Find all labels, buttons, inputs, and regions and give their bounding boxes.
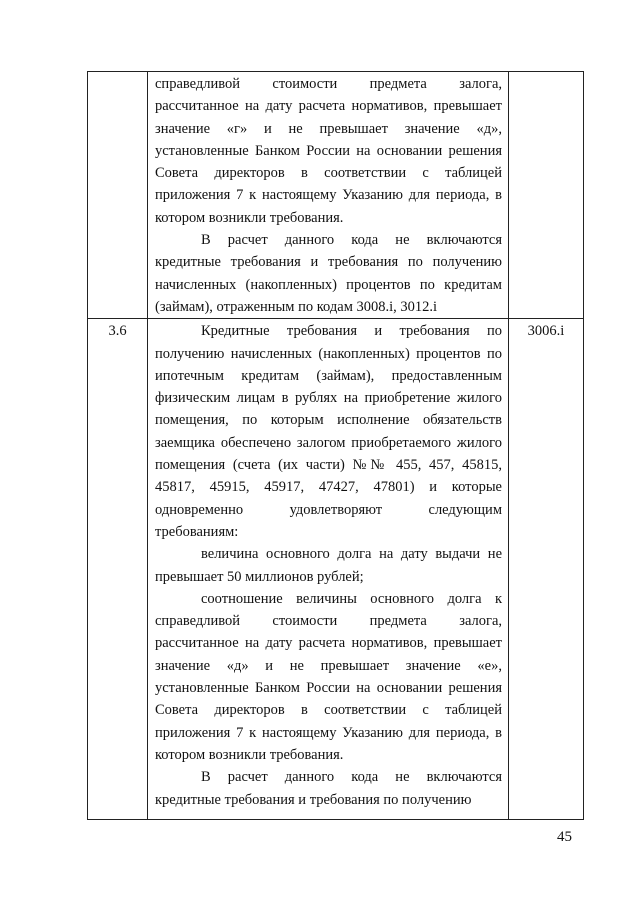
code-cell: 3006.i: [509, 319, 584, 820]
code-table: [87, 71, 584, 820]
paragraph: Кредитные требования и требования по получению начисленных (накопленных) процентов по ипотечным кредитам (займам), предоставленным физическим лицам в рублях на приобретение жилого помещения, по которым исполнение обязательств заемщика обеспечено залогом приобретаемого жилого помещения (счета (их части) №№ 455, 457, 45815, 45817, 45915, 45917, 47427, 47801) и которые одновременно удовлетворяют следующим требованиям:: [155, 323, 502, 540]
description-cell: [148, 319, 509, 820]
table-row: [88, 72, 584, 319]
row-number-cell: 3.6: [88, 319, 148, 820]
code-cell: [509, 72, 584, 319]
paragraph: В расчет данного кода не включаются кредитные требования и требования по получению начисленных (накопленных) процентов по кредитам (займам), отраженным по кодам 3008.i, 3012.i: [155, 232, 502, 315]
paragraph: величина основного долга на дату выдачи не превышает 50 миллионов рублей;: [155, 546, 502, 585]
row-number-cell: [88, 72, 148, 319]
paragraph: справедливой стоимости предмета залога, рассчитанное на дату расчета нормативов, превышает значение «г» и не превышает значение «д», установленные Банком России на основании решения Совета директоров в соответствии с таблицей приложения 7 к настоящему Указанию для периода, в котором возникли требования.: [155, 76, 502, 226]
page-number: 45: [557, 829, 572, 845]
table-row: [88, 319, 584, 820]
paragraph: В расчет данного кода не включаются кредитные требования и требования по получению: [155, 769, 502, 808]
description-cell: [148, 72, 509, 319]
paragraph: соотношение величины основного долга к справедливой стоимости предмета залога, рассчитанное на дату расчета нормативов, превышает значение «д» и не превышает значение «е», установленные Банком России на основании решения Совета директоров в соответствии с таблицей приложения 7 к настоящему Указанию для периода, в котором возникли требования.: [155, 590, 502, 763]
